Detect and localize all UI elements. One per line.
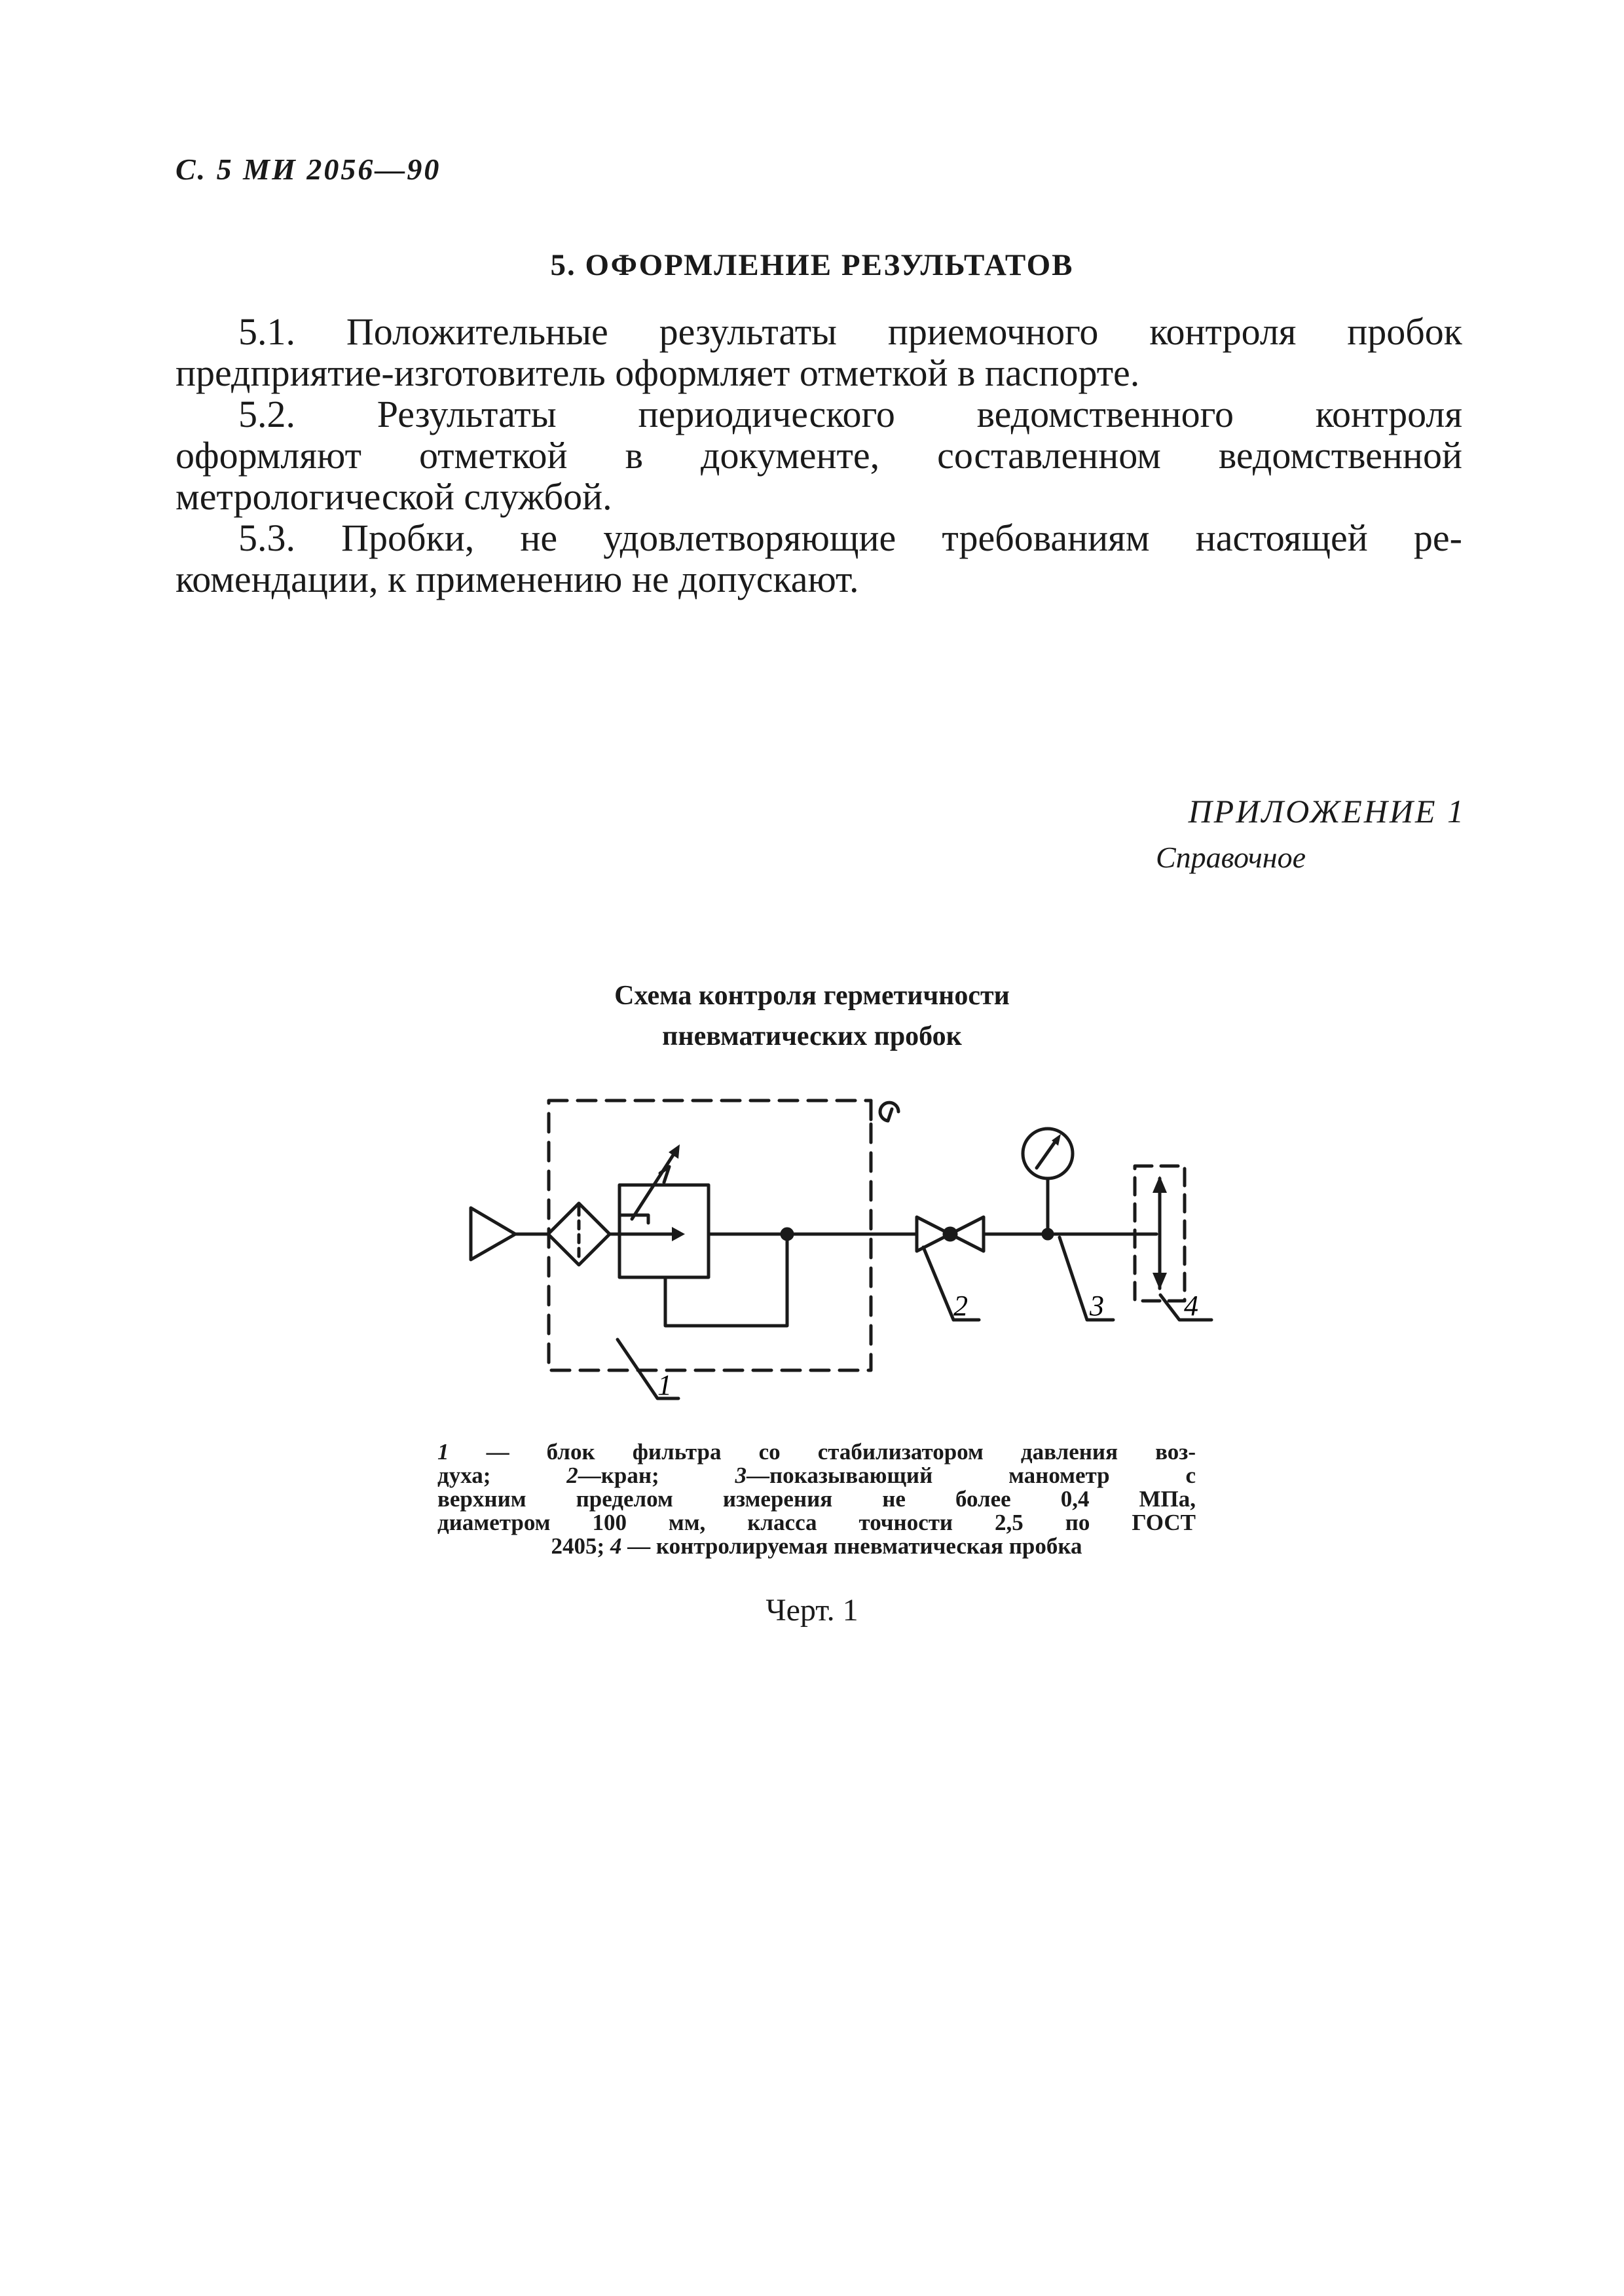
legend-text: — блок фильтра со стабилизатором давления воз- [449, 1439, 1196, 1465]
paragraph-line: 5.1. Положительные результаты приемочного контроля пробок [238, 310, 1462, 353]
legend-line: верхним пределом измерения не более 0,4 МПа, [437, 1486, 1196, 1512]
stabilizer-icon [619, 1185, 709, 1277]
legend-text: —кран; [578, 1463, 735, 1488]
legend-text: —показывающий манометр с [747, 1463, 1196, 1488]
corner-mark [866, 1101, 871, 1120]
legend-text: — контролируемая пневматическая пробка [621, 1533, 1082, 1559]
callout-2: 2 [953, 1290, 968, 1322]
paragraph-line: 5.2. Результаты периодического ведомственного контроля [238, 393, 1462, 435]
legend-line: диаметром 100 мм, класса точности 2,5 по ГОСТ [437, 1510, 1196, 1535]
legend-number: 2 [566, 1463, 578, 1488]
callout-leader-2 [923, 1247, 979, 1320]
paragraph-line: предприятие-изготовитель оформляет отметкой в паспорте. [175, 352, 1140, 394]
callout-4: 4 [1184, 1290, 1198, 1322]
feedback-loop [665, 1234, 787, 1326]
legend-text: 2405; [551, 1533, 610, 1559]
air-source-icon [471, 1208, 515, 1260]
paragraph-line: оформляют отметкой в документе, составленном ведомственной [175, 434, 1462, 477]
paragraph-line: комендации, к применению не допускают. [175, 558, 859, 600]
callout-3: 3 [1090, 1290, 1104, 1322]
page-header: С. 5 МИ 2056—90 [175, 153, 441, 186]
section-title: 5. ОФОРМЛЕНИЕ РЕЗУЛЬТАТОВ [550, 248, 1074, 282]
figure-legend [437, 1440, 1196, 1558]
legend-line [437, 1464, 1196, 1487]
paragraph-line: 5.3. Пробки, не удовлетворяющие требованиям настоящей ре- [238, 517, 1462, 559]
legend-line [437, 1535, 1196, 1558]
paragraph-line: метрологической службой. [175, 475, 612, 518]
manometer-icon [1023, 1129, 1073, 1234]
appendix-type: Справочное [1156, 841, 1306, 874]
callout-leader-3 [1060, 1237, 1113, 1320]
legend-line [437, 1440, 1196, 1464]
legend-number: 3 [735, 1463, 747, 1488]
figure-number: Черт. 1 [766, 1593, 858, 1628]
figure-title-line: пневматических пробок [662, 1021, 962, 1051]
exhaust-arrow-icon [880, 1102, 898, 1121]
legend-number: 1 [437, 1439, 449, 1465]
legend-number: 4 [610, 1533, 622, 1559]
appendix-label: ПРИЛОЖЕНИЕ 1 [1188, 793, 1466, 829]
legend-text: духа; [437, 1463, 567, 1488]
figure-title-line: Схема контроля герметичности [614, 981, 1010, 1011]
callout-1: 1 [657, 1369, 672, 1401]
valve-icon [917, 1217, 984, 1251]
